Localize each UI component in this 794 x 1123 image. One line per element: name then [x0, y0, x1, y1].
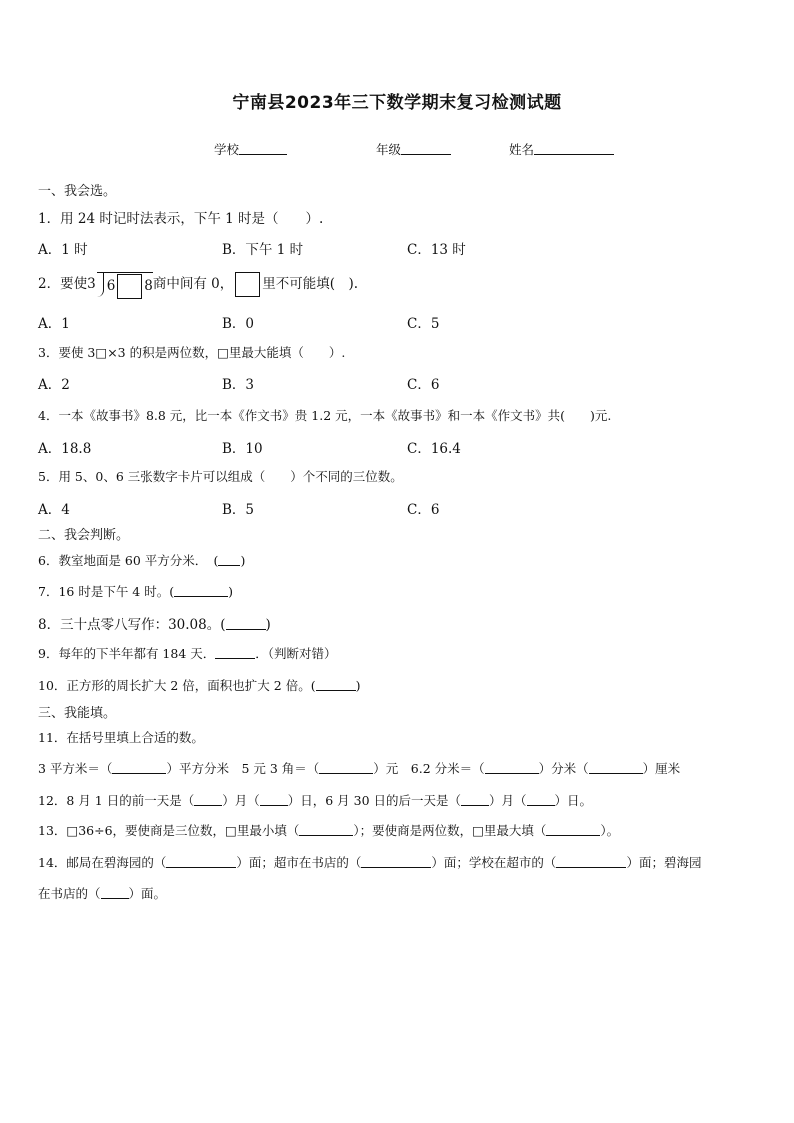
- q5-option-b[interactable]: B．5: [222, 502, 255, 518]
- q12-part-3: ）日，6 月 30 日的后一天是（: [287, 793, 462, 808]
- q2-digit-1: 6: [106, 277, 116, 294]
- q6-answer-blank[interactable]: [218, 553, 240, 566]
- q12-blank-4[interactable]: [527, 793, 555, 806]
- q12-part-5: ）日。: [554, 793, 593, 808]
- q1-option-b[interactable]: B．下午 1 时: [222, 242, 304, 258]
- section-heading-3: 三、我能填。: [38, 706, 117, 721]
- question-3: 3．要使 3□×3 的积是两位数，□里最大能填（ ）.: [38, 345, 346, 360]
- q11-blank-2[interactable]: [319, 761, 373, 774]
- q2-answer-box[interactable]: [235, 272, 260, 297]
- q14-blank-1[interactable]: [166, 855, 236, 868]
- q3-option-a[interactable]: A．2: [38, 377, 70, 393]
- q8-close: ): [265, 617, 271, 633]
- question-7: [38, 582, 233, 600]
- question-12: [38, 791, 592, 809]
- q6-close: ): [240, 553, 246, 568]
- q14-part-3: ）面；学校在超市的（: [431, 855, 557, 870]
- q14-part-5: 在书店的（: [38, 886, 101, 901]
- question-9: [38, 644, 337, 662]
- q5-option-a[interactable]: A．4: [38, 502, 70, 518]
- q2-suffix: 里不可能填( ).: [262, 276, 359, 292]
- question-6: [38, 551, 245, 569]
- question-10: [38, 676, 360, 694]
- school-field[interactable]: [214, 140, 287, 158]
- q6-text: 6．教室地面是 60 平方分米． (: [38, 553, 219, 568]
- name-label: 姓名: [509, 142, 535, 157]
- q14-part-6: ）面。: [128, 886, 167, 901]
- q14-blank-4[interactable]: [101, 886, 129, 899]
- grade-label: 年级: [376, 142, 402, 157]
- q8-answer-blank[interactable]: [226, 617, 266, 630]
- q4-option-a[interactable]: A．18.8: [38, 441, 92, 457]
- name-blank[interactable]: [534, 142, 614, 155]
- q1-option-c[interactable]: C．13 时: [407, 242, 466, 258]
- q3-option-b[interactable]: B．3: [222, 377, 255, 393]
- q12-part-1: 12．8 月 1 日的前一天是（: [38, 793, 195, 808]
- school-blank[interactable]: [239, 142, 287, 155]
- q7-answer-blank[interactable]: [174, 584, 228, 597]
- question-2: [38, 270, 358, 298]
- q11-part-5: ）厘米: [642, 761, 681, 776]
- q4-option-b[interactable]: B．10: [222, 441, 263, 457]
- q12-blank-2[interactable]: [260, 793, 288, 806]
- q2-option-a[interactable]: A．1: [38, 316, 70, 332]
- q2-digit-box[interactable]: [117, 274, 142, 299]
- grade-blank[interactable]: [401, 142, 451, 155]
- school-label: 学校: [214, 142, 240, 157]
- q10-answer-blank[interactable]: [316, 678, 356, 691]
- q13-blank-2[interactable]: [546, 823, 600, 836]
- q1-option-a[interactable]: A．1 时: [38, 242, 88, 258]
- q11-blank-3[interactable]: [485, 761, 539, 774]
- q5-option-c[interactable]: C．6: [407, 502, 440, 518]
- q11-blank-1[interactable]: [112, 761, 166, 774]
- question-14-line-2: [38, 884, 166, 902]
- q10-close: ): [355, 678, 361, 693]
- q2-option-c[interactable]: C．5: [407, 316, 440, 332]
- question-13: [38, 821, 619, 839]
- page-title: 宁南县2023年三下数学期末复习检测试题: [232, 93, 562, 113]
- q12-part-2: ）月（: [222, 793, 260, 808]
- question-8: [38, 613, 271, 633]
- q10-text: 10．正方形的周长扩大 2 倍，面积也扩大 2 倍。(: [38, 678, 316, 693]
- q11-part-1: 3 平方米＝（: [38, 761, 113, 776]
- q8-text: 8．三十点零八写作：30.08。(: [38, 617, 226, 633]
- q11-part-4: ）分米（: [538, 761, 589, 776]
- q13-blank-1[interactable]: [299, 823, 353, 836]
- name-field[interactable]: [509, 140, 614, 158]
- q9-answer-blank[interactable]: [215, 646, 255, 659]
- q14-part-4: ）面；碧海园: [626, 855, 702, 870]
- q12-blank-3[interactable]: [461, 793, 489, 806]
- q11-part-3: ）元 6.2 分米＝（: [373, 761, 485, 776]
- q9-suffix: ．（判断对错）: [255, 646, 337, 661]
- section-heading-2: 二、我会判断。: [38, 528, 130, 543]
- section-heading-1: 一、我会选。: [38, 184, 117, 199]
- q7-text: 7．16 时是下午 4 时。(: [38, 584, 175, 599]
- q13-part-2: ）；要使商是两位数，□里最大填（: [353, 823, 547, 838]
- question-5: 5．用 5、0、6 三张数字卡片可以组成（ ）个不同的三位数。: [38, 469, 403, 484]
- q13-part-3: ）。: [600, 823, 620, 838]
- q14-blank-3[interactable]: [556, 855, 626, 868]
- q2-middle: 商中间有 0，: [152, 276, 234, 292]
- q12-part-4: ）月（: [489, 793, 527, 808]
- q9-text: 9．每年的下半年都有 184 天．: [38, 646, 216, 661]
- q11-part-2: ）平方分米 5 元 3 角＝（: [166, 761, 320, 776]
- q2-digit-2: 8: [144, 277, 153, 294]
- q2-division-bracket: [97, 272, 153, 298]
- q3-option-c[interactable]: C．6: [407, 377, 440, 393]
- q14-part-2: ）面；超市在书店的（: [236, 855, 362, 870]
- q12-blank-1[interactable]: [194, 793, 222, 806]
- question-1: 1．用 24 时记时法表示，下午 1 时是（ ）.: [38, 211, 324, 227]
- grade-field[interactable]: [376, 140, 451, 158]
- q11-blank-4[interactable]: [589, 761, 643, 774]
- q2-option-b[interactable]: B．0: [222, 316, 255, 332]
- q2-prefix: 2．要使: [38, 276, 88, 292]
- question-11: 11．在括号里填上合适的数。: [38, 730, 204, 745]
- q7-close: ): [228, 584, 233, 599]
- q14-part-1: 14．邮局在碧海园的（: [38, 855, 167, 870]
- question-14: [38, 853, 701, 871]
- q13-part-1: 13．□36÷6，要使商是三位数，□里最小填（: [38, 823, 300, 838]
- q4-option-c[interactable]: C．16.4: [407, 441, 461, 457]
- q14-blank-2[interactable]: [361, 855, 431, 868]
- question-11-items: [38, 759, 680, 777]
- question-4: 4．一本《故事书》8.8 元，比一本《作文书》贵 1.2 元，一本《故事书》和一本《作文书》共( )元.: [38, 408, 612, 423]
- q2-divisor: 3: [87, 276, 96, 292]
